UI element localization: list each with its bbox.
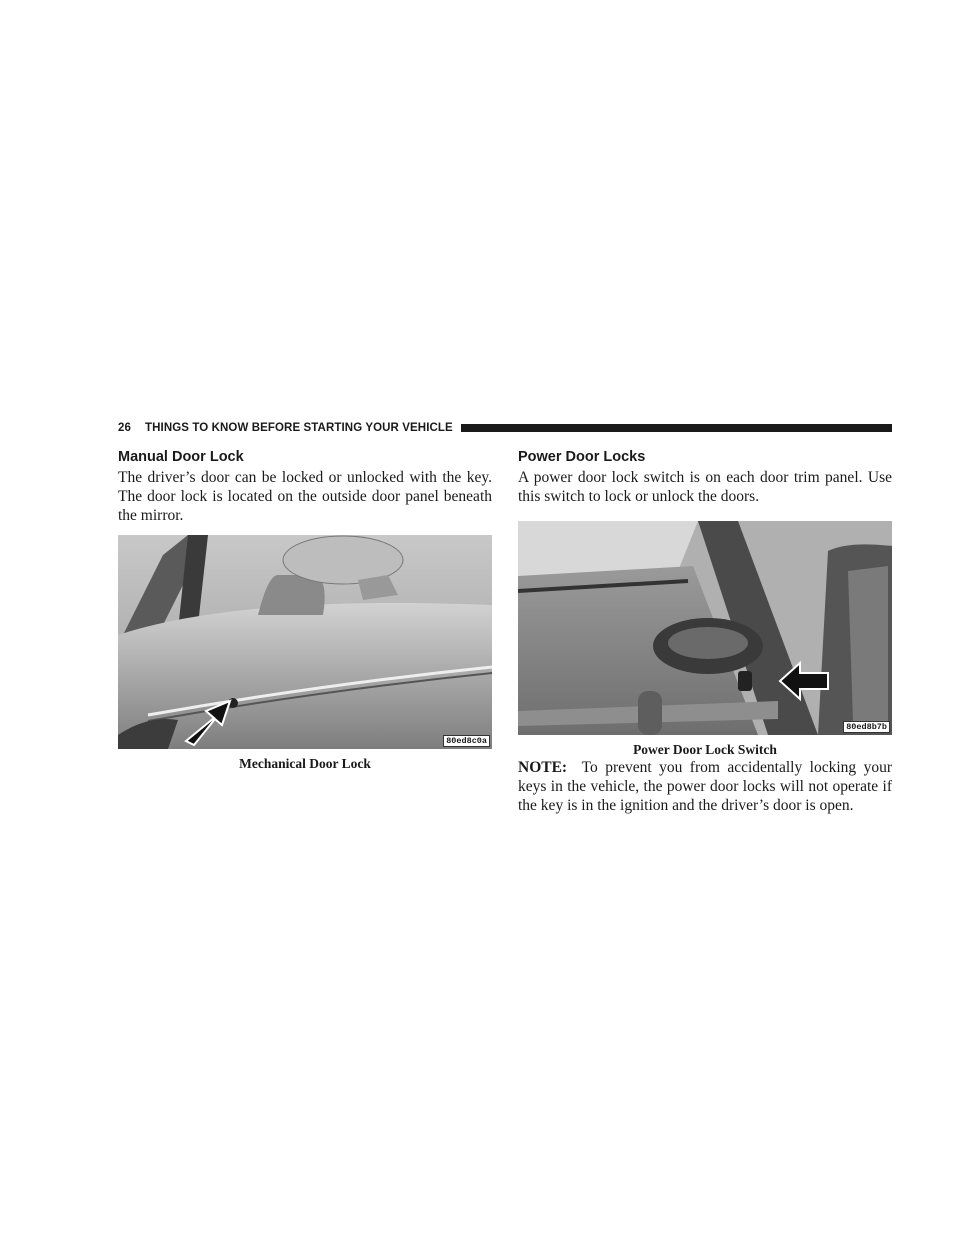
mechanical-door-lock-caption: Mechanical Door Lock bbox=[239, 756, 371, 771]
door-interior-illustration bbox=[518, 521, 892, 735]
note-label: NOTE: bbox=[518, 759, 568, 776]
image-code: 80ed8c0a bbox=[443, 735, 490, 747]
manual-door-lock-heading: Manual Door Lock bbox=[118, 449, 244, 465]
image-code: 80ed8b7b bbox=[843, 721, 890, 733]
header-rule bbox=[461, 424, 892, 432]
door-exterior-illustration bbox=[118, 535, 492, 749]
running-header bbox=[118, 420, 892, 436]
page-number: 26 bbox=[118, 422, 131, 434]
note-text: To prevent you from accidentally locking your keys in the vehicle, the power door locks will not operate if the key is in the ignition and the driver’s door is open. bbox=[518, 759, 892, 814]
section-title: THINGS TO KNOW BEFORE STARTING YOUR VEHICLE bbox=[145, 422, 453, 434]
power-door-lock-switch-photo bbox=[518, 521, 892, 735]
power-door-locks-text: A power door lock switch is on each door trim panel. Use this switch to lock or unlock the doors. bbox=[518, 469, 892, 505]
power-door-locks-heading: Power Door Locks bbox=[518, 449, 646, 465]
power-door-lock-switch-caption: Power Door Lock Switch bbox=[633, 742, 777, 757]
manual-door-lock-text: The driver’s door can be locked or unlocked with the key. The door lock is located on the outside door panel beneath the mirror. bbox=[118, 469, 492, 524]
note-paragraph bbox=[518, 758, 892, 815]
right-column bbox=[518, 447, 892, 815]
left-column bbox=[118, 447, 492, 772]
mechanical-door-lock-photo bbox=[118, 535, 492, 749]
